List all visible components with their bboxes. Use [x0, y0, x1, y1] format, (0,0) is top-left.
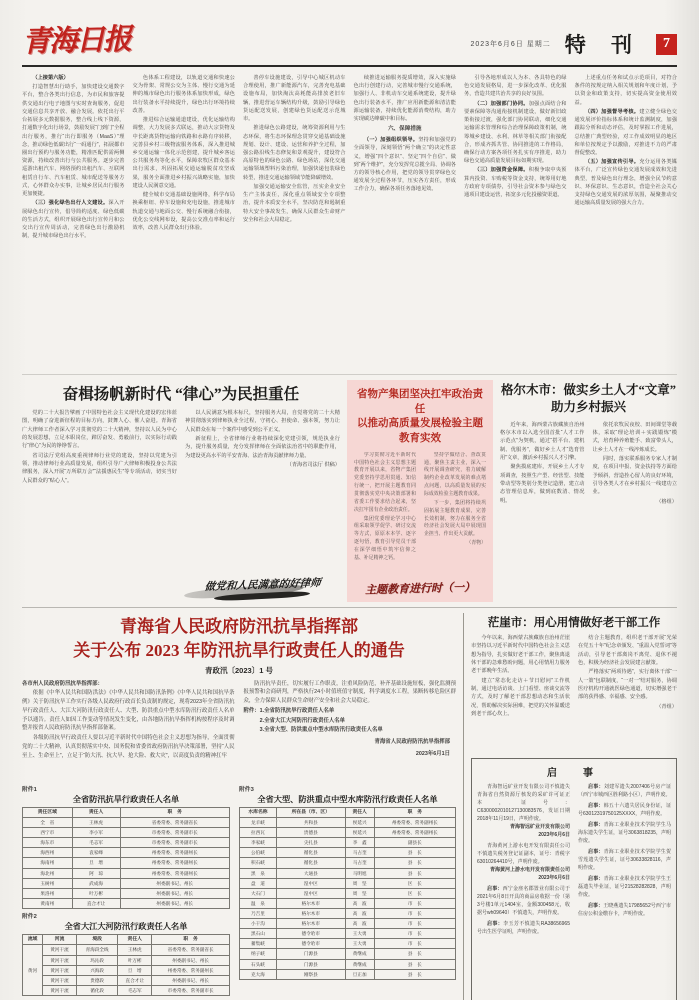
paragraph: 推进综合运输通道建设，优化运输结构调整，大力发展多式联运，推动大宗货物及中长距离货物运输向铁路和水路有序转移，完善县乡村三级物流服务体系，深入推进城乡交通运输一体化示范创建，提升城乡客运公共服务均等化水平，保障农牧区群众基本出行需求，巩固拓展交通运输脱贫攻坚成果，服务全面推进乡村振兴战略实施，加快建设人民满意交通。	[132, 117, 235, 189]
geermu-title-line2: 助力乡村振兴	[550, 399, 626, 414]
paragraph: （二）加强部门协同。加强点面结合和要素保障等沟通衔接机制建设，做好新旧政策衔接过渡，强化部门协同联动，细化交通运输需求管理和综合治理保障政策机制，统筹城乡建设、水利、林草等相关部门衔接配合，形成齐抓共管、协同推进的工作格局，确保行动方案各项任务扎实有序推进，助力绿色交通高质量发展目标如期实现。	[464, 100, 567, 165]
paragraph: 近年来，海西蒙古族藏族自治州格尔木市以入选全国首批“人才工作示范点”为契机，通过“搭平台、建机制、优服务”，做好乡土人才“选育管用”文章，激活乡村振兴人才引擎。	[500, 421, 585, 461]
paragraph: （青组）	[656, 703, 677, 710]
announcement-entry: 启事：韩五十六遗失居民身份证，证号63012319750125XXXX，声明作废。	[578, 803, 671, 817]
announcements-title: 启 事	[547, 768, 601, 779]
paragraph: 建立“常态化走访＋节日慰问”工作机制，通过电话访谈、上门看望、座谈交流等方式，及时了解老干部思想动态和生活状况，帮助解决实际困难，把党的关怀温暖送到老干部心坎上。	[471, 677, 570, 717]
table-row: 拉西瓦 贵德县 侯延兴 州委常委、常务副州长	[240, 828, 456, 838]
table-row: 流域 河流 堤段 责任人 职 务	[23, 935, 230, 945]
table-row: 盘 道 湟中区 周 坚 区 长	[240, 878, 456, 888]
paragraph: （一）加强组织领导。坚持和加强党的全面领导，深刻领悟“两个确立”的决定性意义，增强“四个意识”、坚定“四个自信”、做到“两个维护”，充分发挥党总揽全局、协调各方的领导核心作用，把党的领导贯穿绿色交通发展全过程各环节，压实各方责任，形成工作合力，确保各项任务落地见效。	[353, 137, 456, 193]
announcement-entry: 启事：青海工业职业技术学院学生贺雪莲遗失学生证，证号30633828116，声明作废。	[578, 849, 671, 871]
notice-signature-org: 青海省人民政府防汛抗旱指挥部	[374, 739, 450, 746]
paragraph: 上述重点任务和试点示范项目，对符合条件的按规定纳入相关规划和年度计划，予以资金和政策支持，切实提高资金使用效益。	[574, 75, 677, 106]
right-column	[464, 613, 677, 1000]
wuchan-title-line1: 省物产集团坚决扛牢政治责任	[357, 389, 483, 415]
paragraph: 各市州人民政府防汛抗旱指挥部：	[22, 680, 103, 687]
announcement-date: 2023年6月6日	[538, 832, 570, 838]
theme-education-label: 主题教育进行时（一）	[364, 581, 476, 597]
wuchan-title-line2: 以推动高质量发展检验主题教育实效	[357, 418, 483, 445]
paragraph: 坚持学做结合、查改贯通，聚焦主责主业，深入一线开展调查研究，着力破解制约企业改革发展的难点堵点问题，以高质量发展的实际成效检验主题教育成果。	[424, 452, 486, 497]
notice-title-line1: 青海省人民政府防汛抗旱指挥部	[120, 617, 358, 636]
announcement-entry: 启事：李玉芳不慎遗失RA38656965号出生医学证明，声明作废。	[477, 921, 570, 935]
table-row: 积石峡 循化县 马占奎 县 长	[240, 858, 456, 868]
attachment3-label: 附件3	[239, 786, 254, 793]
table2-title: 全省大江大河防汛行政责任人名单	[64, 922, 188, 931]
paragraph: 新征程上，全省律师行业将持续深化党建引领，规范执业行为，提升服务质量，充分发挥律师在全面依法治省中的职能作用，为建设更高水平的平安青海、法治青海贡献律师力量。	[185, 435, 340, 459]
paragraph: 色体系工程建设，以轨道交通和快速公交为骨架、常规公交为主体、慢行交通为延伸的城市绿色出行服务体系加快形成，绿色出行装备水平持续提升，绿色出行环境持续改善。	[132, 75, 235, 114]
paragraph: 党的二十大报告擘画了中国特色社会主义现代化建设的宏伟蓝图，明确了奋进新征程的目标方向，鼓舞人心、催人奋进。青海省广大律师工作者深入学习贯彻党的二十大精神，坚持以人民为中心的发展思想，立足本职岗位，踔厉奋发、勇毅前行，以实际行动践行“律心”为民的铮铮誓言。	[22, 410, 177, 450]
paragraph: 六、保障措施	[387, 126, 422, 133]
paragraph: 今年以来，海西蒙古族藏族自治州茫崖市坚持以习近平新时代中国特色社会主义思想为指导，扎实做好老干部工作，聚焦离退休干部的急难愁盼问题，用心用情用力服务老干部晚年生活。	[471, 635, 570, 675]
announcement-entry: 启事：王晓燕遗失17985652号西宁市住房公积金缴存卡，声明作废。	[578, 903, 671, 917]
attachment-tables	[22, 782, 456, 996]
table-row: 水库名称 所在县（市、区） 责任人 职 务	[240, 807, 456, 817]
paragraph: 依据《中华人民共和国防洪法》《中华人民共和国防汛条例》《中华人民共和国抗旱条例》关于防汛抗旱工作实行各级人民政府行政首长负责制的规定，现将2023年全省防汛抗旱行政责任人、大江大河防汛行政责任人、大型、防洪重点中型水库防汛行政责任人名单予以通告。责任人如因工作变动等情况发生变化，由各地防汛抗旱指挥机构按程序及时调整并报省人民政府防汛抗旱指挥部备案。	[22, 690, 235, 732]
announcements-list	[477, 783, 671, 936]
attachment2-label: 附件2	[22, 914, 37, 920]
table3-title: 全省大型、防洪重点中型水库防汛行政责任人名单	[257, 794, 438, 804]
paragraph: 引导各地形成以人为本、各具特色的绿色交通发展格局，进一步深化改革、优化服务，营造共建共治共享的良好氛围。	[464, 75, 567, 98]
table-row: 公伯峡 循化县 马占奎 县 长	[240, 848, 456, 858]
table-row: 黑石山 德令哈市 王大勇 市 长	[240, 929, 456, 939]
table-row: 克大海 刚察县 旦正加 县 长	[240, 969, 456, 979]
table-row: 海东市 毛志军 市委常委、常务副市长	[23, 838, 230, 848]
paragraph: 集团党委理论学习中心组采取领学促学、研讨交流等方式，原原本本学、逐字逐句悟，教育引导党员干部在深学细悟中筑牢信仰之基、补足精神之钙。	[354, 516, 416, 561]
notice-body	[22, 680, 456, 776]
table-row: 海北州 阿 琼 州委常委、常务副州长	[23, 868, 230, 878]
paragraph: （青海省司法厅 供稿）	[286, 461, 340, 468]
paragraph: 附件：1.全省防汛抗旱行政责任人名单	[243, 707, 335, 714]
calligraphy-slogan-block	[22, 566, 340, 602]
paragraph: 省司法厅党组高度重视律师行业党的建设，坚持以党建为引领，推动律师行业高质量发展，组织引导广大律师积极投身公共法律服务，深入开展“万所联万会”“法援惠民生”等专项活动，切实当好人民群众的“贴心人”。	[22, 452, 177, 484]
text-column	[354, 74, 457, 370]
announcements-box	[471, 758, 677, 1000]
announcement-entry: 启事：青海工业职业技术学院学生王磊遗失毕业证，证号21528282828，声明作废。	[578, 876, 671, 898]
paragraph: 严格落实“两项待遇”，实行离休干部“一人一策”包联制度，“一对一”结对服务，协调医疗机构开通就医绿色通道，切实增强老干部的获得感、幸福感、安全感。	[578, 669, 677, 701]
continuation-article	[22, 74, 677, 375]
table-row: 龙羊峡 共和县 侯延兴 州委常委、常务副州长	[240, 818, 456, 828]
table1-responsible-persons	[22, 807, 230, 909]
page-number-badge: 7	[656, 34, 677, 55]
paragraph: （格组）	[656, 498, 677, 505]
notice-signature-date: 2023年6月1日	[415, 750, 450, 757]
notice-doc-number: 青政汛〔2023〕1 号	[205, 665, 273, 675]
paragraph: 健全城市交通基础设施网络，科学布局换乘枢纽、停车设施和充电设施，推进城市轨道交通与地面公交、慢行系统融合衔接，优化公交线网布设，提高公交准点率和运行效率，改善人民群众出行体验。	[132, 192, 235, 231]
table-row: 黄河 黄河干流 青海段全线 王林虎 省委常委、常务副省长	[23, 945, 230, 955]
announcement-entry: 启事：青海工业职业技术学院学生马海东遗失学生证，证号3063818235，声明作废。	[578, 822, 671, 844]
paragraph: （三）加强资金保障。积极争取中央预算内投资、车购税等资金支持，统筹用好地方政府专项债券，引导社会资本参与绿色交通项目建设运营，拓宽多元化投融资渠道。	[464, 167, 567, 199]
notice-title	[22, 615, 456, 663]
mangya-article-title: 茫崖市：用心用情做好老干部工作	[487, 617, 661, 629]
announcement-entry: 启事：刘建军遗失2007406号房产证（西宁市城西区胜利路小区），声明作废。	[578, 784, 671, 798]
paragraph: 续推进运输服务提质增效，深入实施绿色出行创建行动，完善城市慢行交通系统，加强行人、非机动车交通系统建设，提升绿色出行装备水平，推广应用新能源和清洁能源运输装备，持续优化能源消费结构，助力实现碳达峰碳中和目标。	[353, 75, 456, 123]
mangya-article-body	[471, 634, 677, 752]
paragraph: 推进绿色公路建设，统筹资源利用与生态环保，将生态环保理念贯穿交通基础设施规划、设计、建设、运营和养护全过程，加强公路沿线生态修复和景观提升，建设符合高原特色的绿色公路、绿色场站，深化交通运输领域塑料污染治理，加强快递包装绿色转型，推进交通运输领域节能降碳增效。	[243, 125, 346, 181]
paragraph: 下一步，集团将持续巩固拓展主题教育成果，完善长效机制，努力在服务全省经济社会发展大局中展现国企担当、作出更大贡献。	[424, 500, 486, 538]
announcement-signer: 青海智远矿业开发有限公司	[509, 824, 570, 830]
table-row: 黄河干流 玛沁段 叶万彬 州委副书记、州长	[23, 955, 230, 965]
table-row: 乃吉里 格尔木市 高 波 市 长	[240, 909, 456, 919]
table-row: 全 省 王林虎 省委常委、常务副省长	[23, 818, 230, 828]
table-row: 蓄集峡 德令哈市 王大勇 市 长	[240, 939, 456, 949]
calligraphy-slogan: 做党和人民满意的好律师	[203, 577, 321, 593]
table-row: 李家峡 尖扎县 李 鑫 副县长	[240, 838, 456, 848]
wuchan-article-body	[354, 452, 486, 576]
paragraph: 善停车设施建设，引导中心城区机动车合理使用，推广新能源汽车，完善充电基础设施布局，加快淘汰高耗能高排放老旧车辆，推进营运车辆结构升级，鼓励引导绿色货运配送发展，创建绿色货运配送示范城市。	[243, 75, 346, 123]
text-column	[464, 74, 567, 370]
paragraph: （五）加强宣传引导。充分运用各类媒体平台，广泛宣传绿色交通发展成效和先进典型，普及绿色出行理念，增强全民节约意识、环保意识、生态意识，营造全社会关心支持绿色交通发展的浓厚氛围，凝聚推动交通运输高质量发展的强大合力。	[574, 159, 677, 207]
table2-river-responsible	[22, 934, 230, 996]
table-row: 纳子峡 门源县 黄继成 县 长	[240, 949, 456, 959]
text-column	[22, 74, 125, 370]
paragraph: 以人民满意为根本标尺，坚持服务大局，自觉将党的二十大精神贯彻落实到律师执业全过程，守初心、担使命、强本领，努力让人民群众在每一个案件中感受到公平正义。	[185, 410, 340, 433]
paragraph: 学习贯彻习近平新时代中国特色社会主义思想主题教育开展以来，省物产集团党委坚持学思用贯通、知信行统一，把开展主题教育同贯彻落实党中央决策部署和省委工作要求结合起来，坚决扛牢国有企业政治责任。	[354, 452, 416, 513]
paragraph: 2.全省大江大河防汛行政责任人名单	[243, 717, 346, 724]
masthead-logo: 青海日报	[21, 23, 131, 59]
table-row: 黄河干流 兴海段 旦 增 州委常委、常务副州长	[23, 965, 230, 975]
table-row: 西宁市 李小军 市委常委、常务副市长	[23, 828, 230, 838]
paragraph: 防汛抗旱责任，切实履行工作职责，注重风险防范，补齐基础设施短板，强化监测预报预警和会商研判，严格执行24小时值班值守制度，科学调度水工程，果断转移危险区群众，全力保障人民群众生命财产安全和社会大局稳定。	[243, 680, 456, 705]
flood-notice-section	[22, 613, 464, 1000]
table-row: 黄河干流 循化段 毛志军 市委常委、常务副市长	[23, 985, 230, 995]
paragraph: 结合主题教育，组织老干部开展“光荣在党五十年”纪念章颁发、“重温入党誓词”等活动，引导老干部离岗不离党、退休不褪色，积极为经济社会发展建言献策。	[578, 635, 677, 666]
paragraph: 3.全省大型、防洪重点中型水库防汛行政责任人名单	[243, 727, 383, 734]
page-header	[22, 18, 677, 67]
lawyer-article-body	[22, 409, 340, 566]
paragraph: 各级防汛抗旱行政责任人要以习近平新时代中国特色社会主义思想为指导，全面贯彻党的二十大精神，认真贯彻落实中央、国务院和省委省政府防汛抗旱决策部署，坚持“人民至上、生命至上”，立足于“防大汛、抗大旱、抢大险、救大灾”，以高度负责的精神扛牢	[22, 735, 235, 759]
announcement-entry: 青海智远矿业开发有限公司不慎遗失青海省自然资源厅核发的采矿许可证正本，证号：C6300002010127130083576，发证日期2018年11月19日，声明作废。 青海智远矿业开发有限公司 2023年6月6日	[477, 784, 570, 838]
wuchan-article-title	[354, 388, 486, 447]
geermu-title-line1: 格尔木市：做实乡土人才“文章”	[500, 383, 676, 397]
table3-reservoir-responsible	[239, 807, 456, 980]
text-column	[243, 74, 346, 370]
announcement-entry: 启事：西宁金座名郡置业有限公司于2021年6月8日开具的商品房收据一份（第3号楼1单元1404室，金额300458元，收据号wh09640）不慎遗失，声明作废。	[477, 886, 570, 916]
wuchan-article-box	[347, 380, 493, 602]
attachment1-label: 附件1	[22, 786, 37, 793]
paragraph: 依托农牧民夜校、田间课堂等载体，采取“理论培训＋实践锻炼”模式，培育种养殖能手、致富带头人，让乡土人才在一线淬炼成长。	[592, 421, 677, 453]
publication-date: 2023年6月6日 星期二	[470, 41, 551, 48]
notice-title-line2: 关于公布 2023 年防汛抗旱行政责任人的通告	[73, 640, 405, 660]
lawyer-article-title: 奋楫扬帆新时代 “律心”为民担重任	[62, 386, 300, 403]
table-row: 黄南州 直合才让 州委副书记、州长	[23, 898, 230, 908]
paragraph: （三）强化绿色出行人文建设。深入开展绿色出行宣传，倡导简约适度、绿色低碳的生活方式，组织开展绿色出行宣传月和公交出行宣传周活动，完善绿色出行激励机制，提升城市绿色出行水平。	[22, 200, 125, 240]
table-row: 石头峡 门源县 黄继成 县 长	[240, 959, 456, 969]
announcement-signer: 青海黄河上游水电开发有限责任公司	[489, 867, 570, 873]
paragraph: 加强交通运输安全监管，压实企业安全生产主体责任，深化重点领域安全专项整治，提升本质安全水平，坚决防范和遏制重特大安全事故发生，确保人民群众生命财产安全和社会大局稳定。	[243, 183, 346, 223]
paragraph: （上接第六版）	[32, 75, 69, 81]
notice-column-left	[22, 680, 235, 776]
table-row: 温 泉 格尔木市 高 波 市 长	[240, 898, 456, 908]
table1-title: 全省防汛抗旱行政责任人名单	[72, 794, 180, 804]
text-column	[133, 74, 236, 370]
bottom-band	[22, 607, 677, 1000]
paragraph: 打造智慧出行助手，加快建设交通数字平台，整合各类出行信息，为市民和旅客提供交通出行电子地图与实时查询服务，促进交通信息共享开放、融合发展。依托出行平台拓展多元数据服务，整合线上线下资源，打通数字化出行场景，鼓励发展“门到门”全程出行服务，推行“出行即服务（MaaS）”理念，推动绿色低碳出行“一码通行”，拓展都市圈出行预约与服务功能，精准匹配供需两侧资源，持续改善出行与公共服务。逐步完善巡游出租汽车、网络预约出租汽车、互联网租赁自行车、汽车租赁、城市配送等服务方式，心怀群众办实事，让城乡居民出行服务更加便捷。	[22, 84, 125, 198]
geermu-article-body	[500, 421, 677, 602]
edition-title: 特 刊	[564, 33, 642, 57]
table-row: 海南州 旦 增 州委常委、常务副州长	[23, 858, 230, 868]
table-row: 黄河干流 贵德段 直合才让 州委副书记、州长	[23, 975, 230, 985]
geermu-article	[500, 380, 677, 602]
lawyer-article	[22, 380, 340, 602]
middle-band	[22, 380, 677, 602]
table-row: 果洛州 叶万彬 州委副书记、州长	[23, 888, 230, 898]
paragraph: （四）加强督导考核。建立健全绿色交通发展评价指标体系和统计监测制度，加强跟踪分析和动态评估，及时掌握工作进展，总结推广典型经验，对工作成效明显的地区和单位按规定予以激励，对推进不力的严肃督促整改。	[574, 108, 677, 156]
notice-column-right	[244, 680, 457, 776]
geermu-article-title	[500, 382, 677, 416]
table-row: 黑 泉 大通县 马明旭 县 长	[240, 868, 456, 878]
text-column	[575, 74, 678, 370]
table-row: 小干沟 格尔木市 高 波 市 长	[240, 919, 456, 929]
table-row: 玉树州 武成海 州委副书记、州长	[23, 878, 230, 888]
paragraph: （青物）	[466, 541, 486, 547]
announcement-date: 2023年6月6日	[538, 875, 570, 881]
announcement-entry: 青海黄河上游水电开发有限责任公司不慎遗失税务登记证副本，证号：青税字63010264410号，声明作废。 青海黄河上游水电开发有限责任公司 2023年6月6日	[477, 843, 570, 881]
table-row: 责任区域 责任人 职 务	[23, 807, 230, 817]
table-row: 大石门 湟中区 周 坚 区 长	[240, 888, 456, 898]
paragraph: 同时，落实联系服务专家人才制度，在项目申报、资金扶持等方面给予倾斜，营造拴心留人的良好环境，引导各类人才在乡村振兴一线建功立业。	[592, 456, 677, 496]
paragraph: 聚焦摸底建库，开展乡土人才专项调查，按照生产型、经营型、技能带动型等类别分类登记造册，建立动态管理信息库，做到底数清、情况明。	[500, 464, 585, 504]
table-row: 海西州 袁家峰 州委常委、常务副州长	[23, 848, 230, 858]
